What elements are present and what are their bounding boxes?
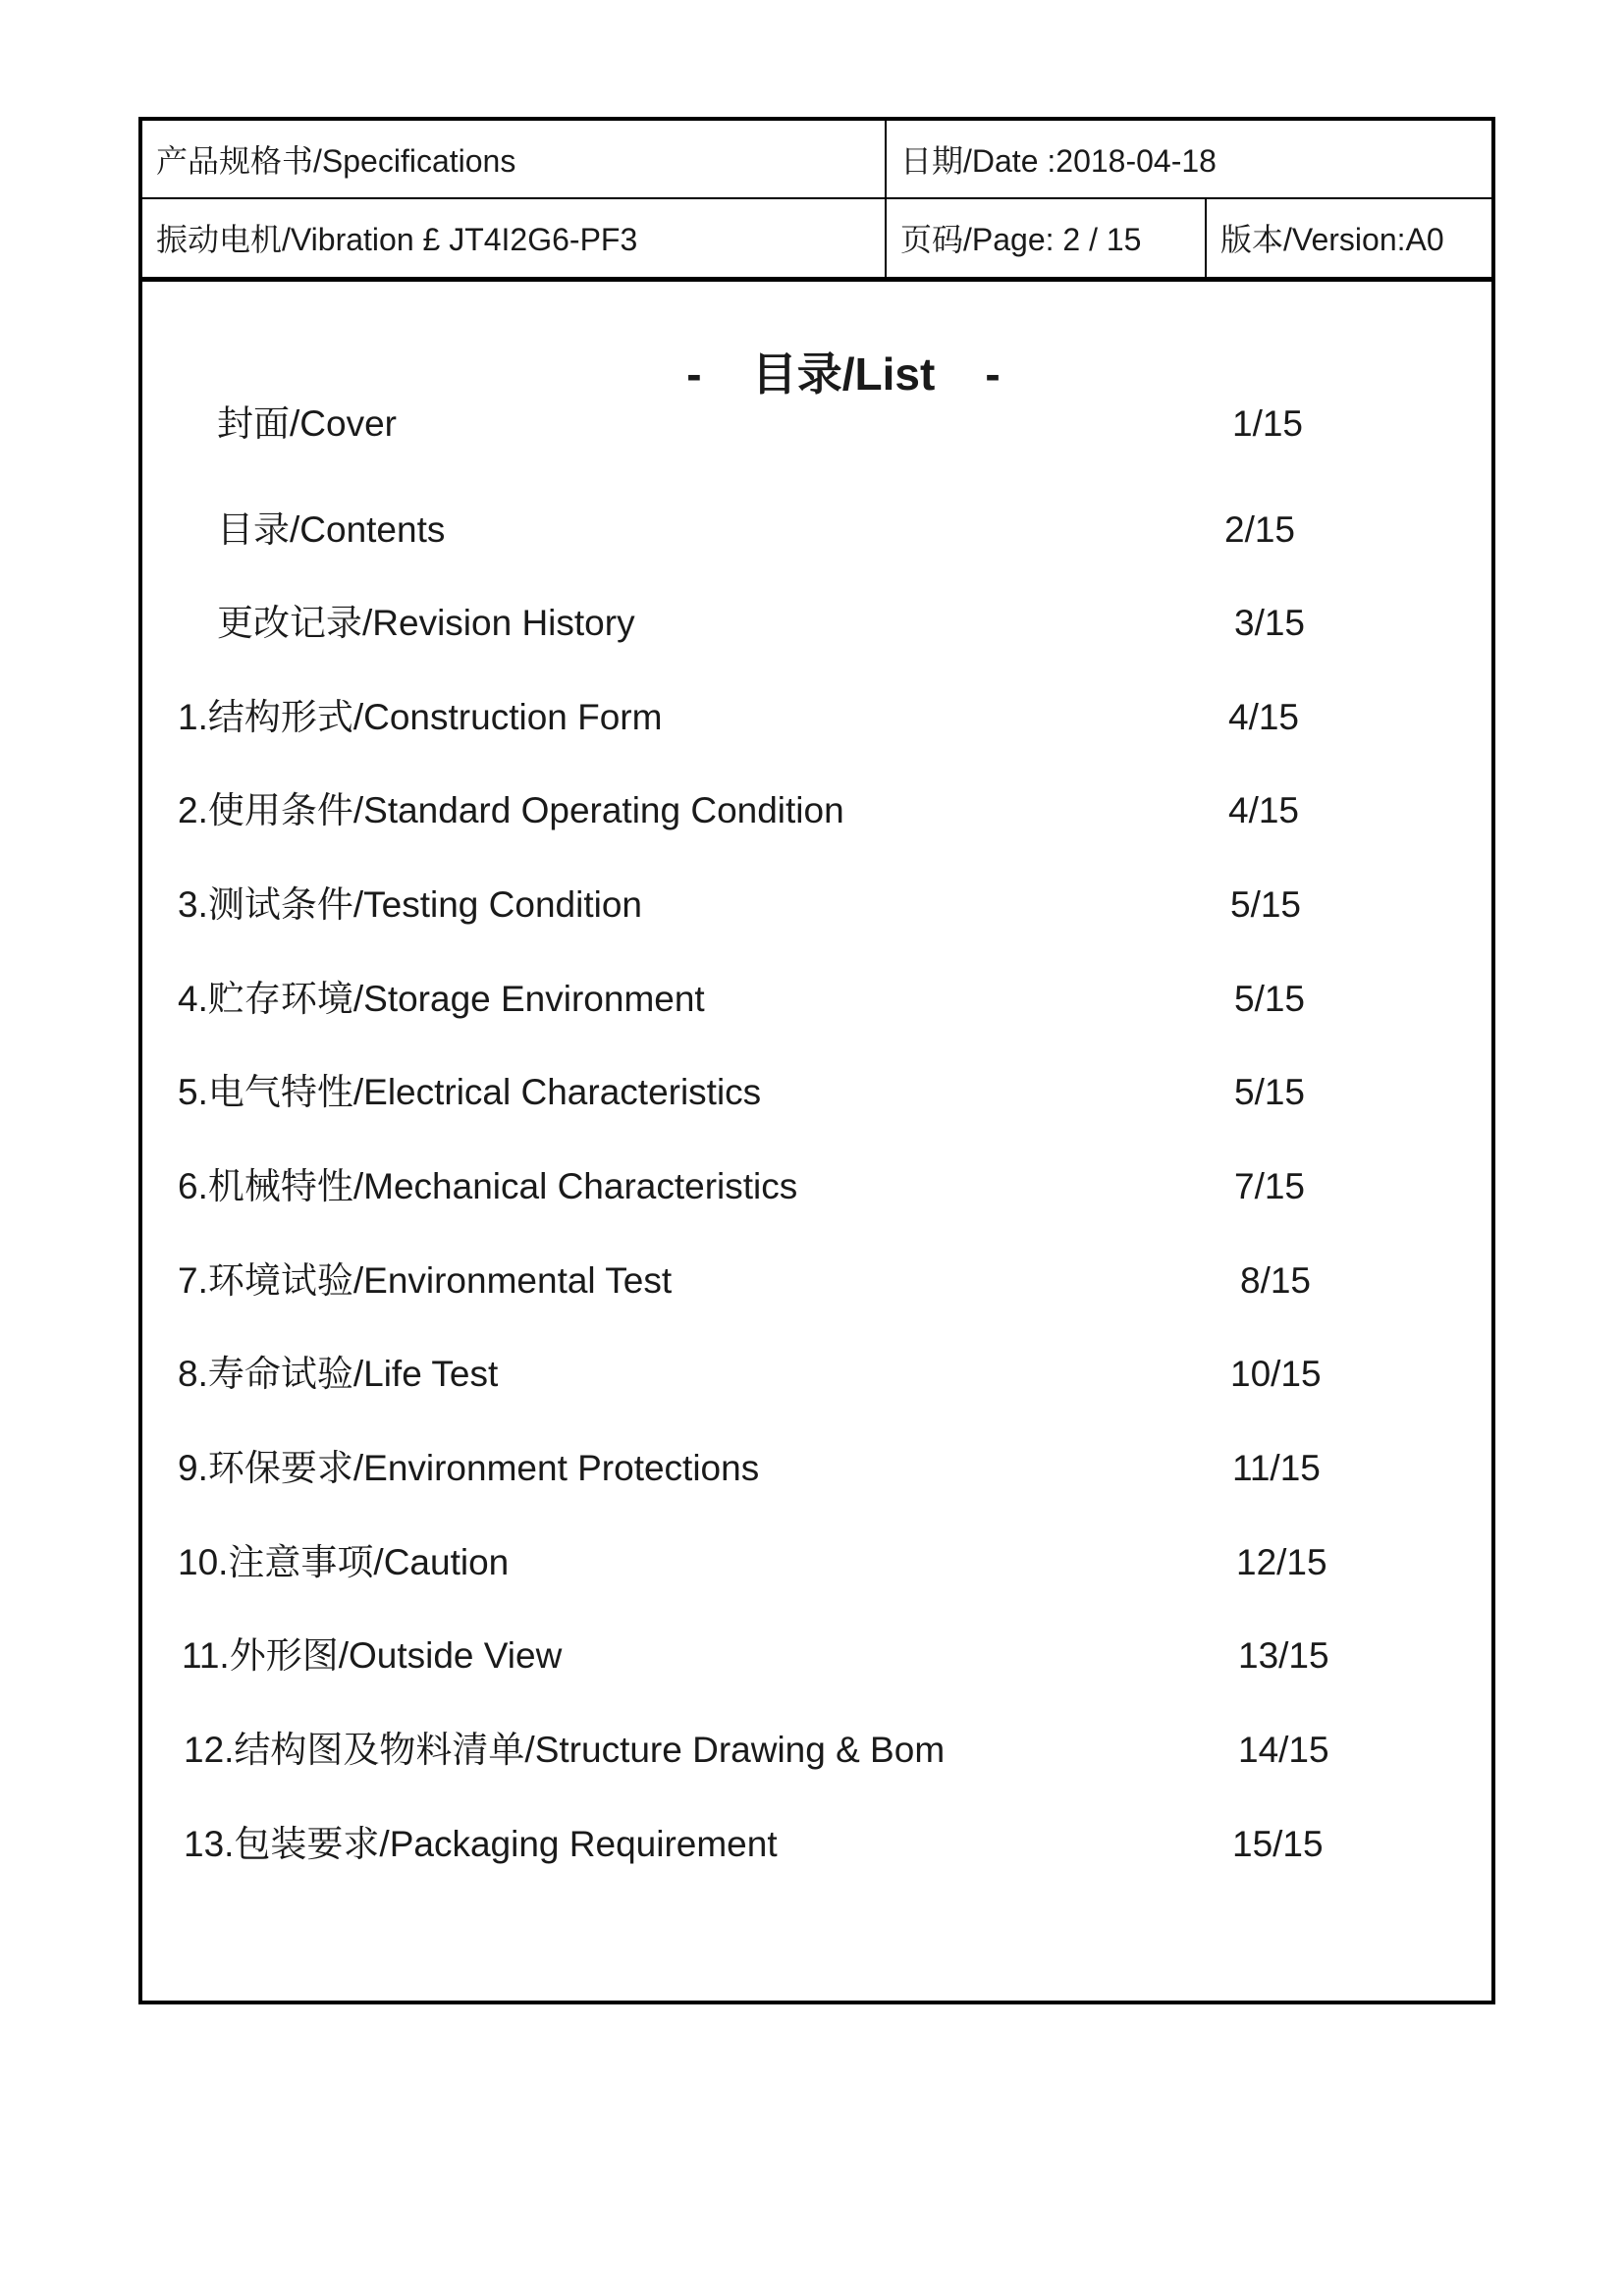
toc-item-label: 3.测试条件/Testing Condition [178, 884, 642, 925]
toc-item-page: 2/15 [1224, 509, 1296, 550]
toc-item-page: 5/15 [1234, 1072, 1306, 1112]
toc-item-label: 10.注意事项/Caution [178, 1542, 510, 1582]
toc-item-label: 1.结构形式/Construction Form [178, 697, 663, 737]
toc-item-label: 4.贮存环境/Storage Environment [178, 979, 705, 1019]
spec-title-cell: 产品规格书/Specifications [156, 143, 516, 179]
toc-item-label: 目录/Contents [217, 509, 446, 550]
toc-item-label: 13.包装要求/Packaging Requirement [184, 1824, 778, 1864]
toc-item-page: 3/15 [1234, 603, 1306, 643]
toc-item-label: 12.结构图及物料清单/Structure Drawing & Bom [184, 1730, 946, 1770]
toc-item-label: 8.寿命试验/Life Test [178, 1354, 499, 1394]
toc-item-label: 9.环保要求/Environment Protections [178, 1448, 760, 1488]
product-cell: 振动电机/Vibration £ JT4I2G6-PF3 [156, 222, 638, 257]
toc-item-page: 11/15 [1232, 1448, 1321, 1488]
toc-item-label: 2.使用条件/Standard Operating Condition [178, 790, 844, 830]
toc-item-label: 7.环境试验/Environmental Test [178, 1260, 673, 1301]
toc-item-label: 11.外形图/Outside View [182, 1635, 563, 1676]
date-cell: 日期/Date :2018-04-18 [900, 143, 1217, 179]
toc-item-page: 5/15 [1230, 884, 1302, 925]
toc-item-page: 10/15 [1230, 1354, 1322, 1394]
toc-title: - 目录/List - [686, 348, 1001, 400]
toc-item-page: 7/15 [1234, 1166, 1306, 1206]
toc-item-label: 5.电气特性/Electrical Characteristics [178, 1072, 762, 1112]
toc-item-label: 封面/Cover [217, 403, 397, 444]
version-cell: 版本/Version:A0 [1220, 222, 1444, 257]
toc-item-page: 14/15 [1238, 1730, 1329, 1770]
header-row-1 [142, 121, 1491, 199]
header-table [142, 121, 1491, 282]
toc-item-label: 更改记录/Revision History [217, 603, 635, 643]
header-row-2 [142, 199, 1491, 276]
toc-item-page: 1/15 [1232, 403, 1304, 444]
toc-item-label: 6.机械特性/Mechanical Characteristics [178, 1166, 798, 1206]
toc-item-page: 12/15 [1236, 1542, 1327, 1582]
toc-item-page: 13/15 [1238, 1635, 1329, 1676]
toc-item-page: 15/15 [1232, 1824, 1324, 1864]
page-number-cell: 页码/Page: 2 / 15 [900, 222, 1142, 257]
spec-sheet [138, 117, 1495, 2004]
toc-item-page: 5/15 [1234, 979, 1306, 1019]
toc-item-page: 4/15 [1228, 697, 1300, 737]
toc-item-page: 8/15 [1240, 1260, 1312, 1301]
toc-item-page: 4/15 [1228, 790, 1300, 830]
